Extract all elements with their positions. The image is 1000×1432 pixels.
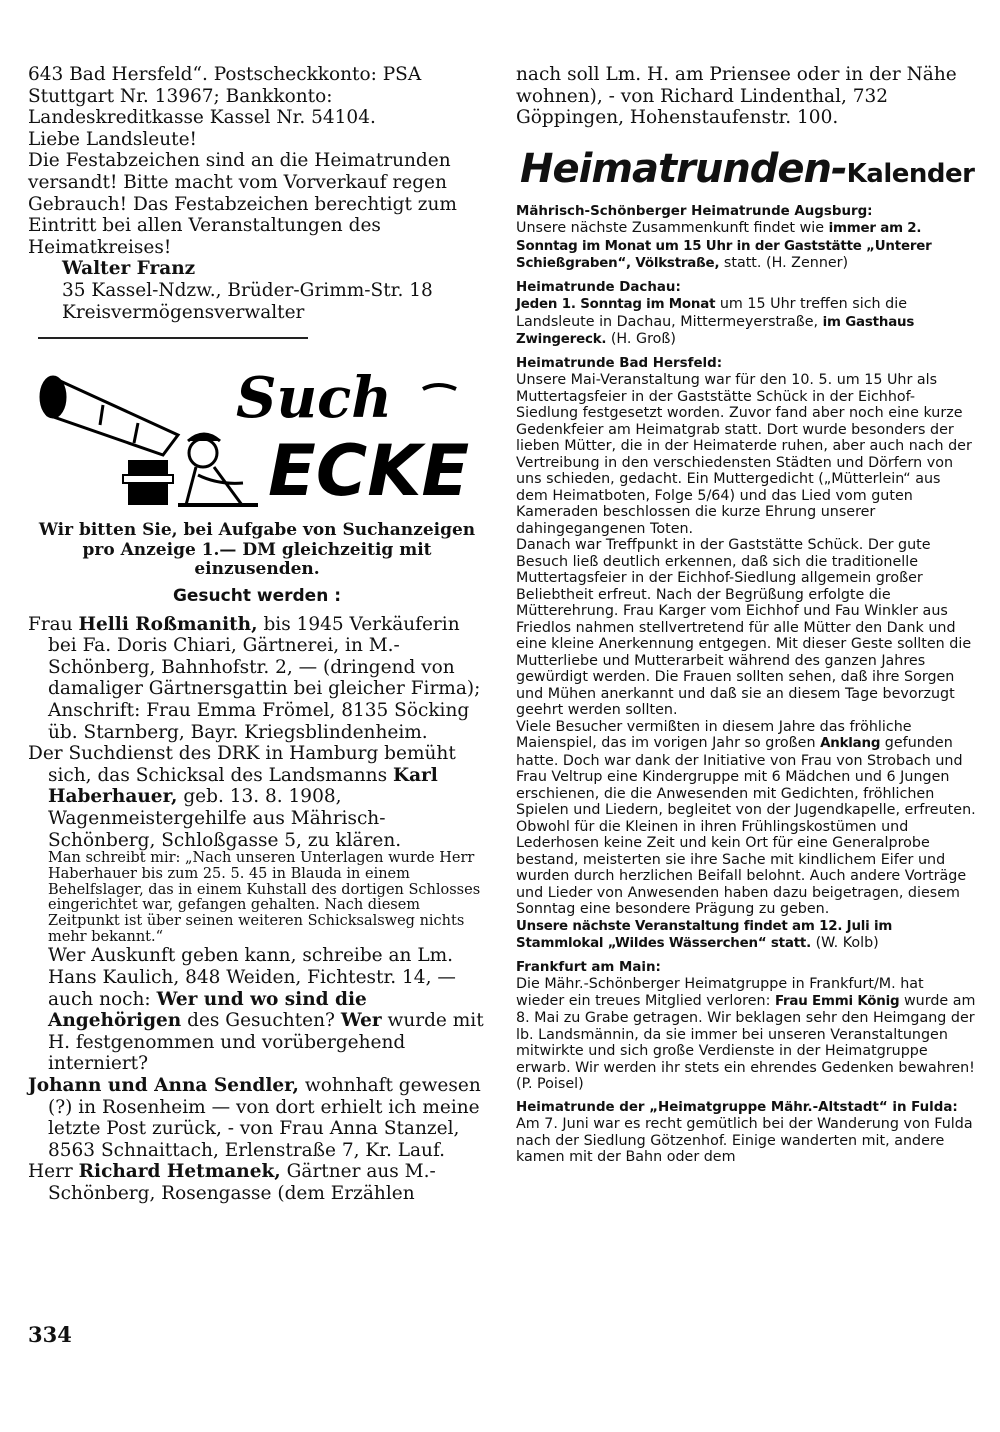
right-column: [516, 64, 976, 1173]
entry-signature: statt. (H. Zenner): [723, 255, 849, 272]
inquiry-bold: Wer und wo sind die Angehörigen: [48, 988, 367, 1032]
inquiry-text-3: wurde mit H. festgenommen und vorübergehend interniert?: [48, 1010, 484, 1075]
entry-body: Gärtner aus M.-Schönberg, Rosengasse (dem Erzählen: [48, 1161, 436, 1204]
calendar-entry-augsburg: [516, 204, 976, 273]
entry-bold: Unsere nächste Veranstaltung findet am 12. Juli im Stammlokal „Wildes Wässerchen“ statt.: [516, 918, 893, 952]
entry-body: [516, 296, 976, 349]
drk-quote: Man schreibt mir: „Nach unseren Unterlagen wurde Herr Haberhauer bis zum 25. 5. 45 in Blauda in einem Behelfslager, das in einem Kuhstall des dortigen Schlosses eingerichtet war, gefangen gehalten. Nach diesem Zeitpunkt ist über seinen weiteren Schicksalsweg nichts mehr bekannt.“: [48, 850, 481, 945]
banner-block-title: ECKE: [268, 430, 470, 513]
entry-title: Mährisch-Schönberger Heimatrunde Augsburg:: [516, 203, 873, 219]
festival-badge-notice: Die Festabzeichen sind an die Heimatrunden versandt! Bitte macht vom Vorverkauf regen Gebrauch! Das Festabzeichen berechtigt zum Eintritt bei allen Veranstaltungen des Heimatkreises!: [28, 150, 457, 258]
entry-paragraph-1: Unsere Mai-Veranstaltung war für den 10. 5. um 15 Uhr als Muttertagsfeier in der Gaststätte Schück in der Eichhof-Siedlung festgesetzt worden. Zuvor fand aber noch eine kurze Gedenkfeier am Heimatgrab statt. Dort wurde besonders der lieben Mütter, die in der Heimaterde ruhen, aber auch nach der Vertreibung in den verschiedensten Städten und Dörfern von uns schieden, gedacht. Ein Muttergedicht („Mütterlein“ aus dem Heimatboten, Folge 5/64) und das Lied vom guten Kameraden beschlossen die kurze Ehrung unserer dahingegangenen Toten.: [516, 372, 972, 537]
banner-script-title: Such: [236, 365, 392, 432]
continued-text: nach soll Lm. H. am Priensee oder in der Nähe wohnen), - von Richard Lindenthal, 732 Göppingen, Hohenstaufenstr. 100.: [516, 64, 957, 129]
entry-body: [516, 220, 976, 273]
sought-person-name: Helli Roßmanith,: [78, 613, 258, 635]
entry-bold: Jeden 1. Sonntag im Monat: [516, 297, 716, 313]
sought-person-name: Richard Hetmanek,: [78, 1161, 281, 1183]
entry-body: [516, 976, 976, 1076]
greeting: Liebe Landsleute!: [28, 128, 197, 150]
entry-text: Viele Besucher vermißten in diesem Jahre das fröhliche Maienspiel, das im vorigen Jahr so großen: [516, 718, 912, 752]
entry-title: Heimatrunde der „Heimatgruppe Mähr.-Altstadt“ in Fulda:: [516, 1099, 958, 1115]
entry-text: um 15 Uhr treffen sich die Landsleute in Dachau, Mittermeyerstraße,: [516, 296, 908, 330]
entry-text-2: gefunden hatte. Doch war dank der Initiative von Frau von Strobach und Frau Veltrup eine Kindergruppe mit 6 Mädchen und 6 Jungen erschienen, die die Anwesenden mit Gedichten, fröhlichen Spielen und Liedern, begleitet von der Jugendkapelle, erfreuten. Obwohl für die Kleinen in ihren Frühlingskostümen und Lederhosen keine Zeit und kein Ort für eine Generalprobe bestand, meisterten sie ihre Sache mit kindlichem Eifer und wurden durch herzlichen Beifall belohnt. Auch andere Vorträge und Lieder von Anwesenden haben dazu beigetragen, diesem Sonntag eine besondere Prägung zu geben.: [516, 735, 976, 918]
section-divider: [38, 337, 308, 339]
telescope-man-illustration: [28, 355, 486, 515]
entry-text: Unsere nächste Zusammenkunft findet wie: [516, 220, 825, 237]
entry-paragraph-2: Danach war Treffpunkt in der Gaststätte Schück. Der gute Besuch ließ deutlich erkennen, daß sich die traditionelle Muttertagsfeier in der Eichhof-Siedlung allgemein großer Beliebtheit erfreut. Nach der Begrüßung erfolgte die Mütterehrung. Frau Karger vom Eichhof und Fau Winkler aus Friedlos nahmen stellvertretend für alle Mütter den Dank und eine kleine Anerkennung entgegen. Mit dieser Geste sollten die Mutterliebe und Mutterarbeit während des ganzen Jahres gewürdigt werden. Die Frauen sollten sehen, daß ihre Sorgen und Mühen anerkannt und daß sie an diesem Tage bevorzugt geehrt werden sollten.: [516, 537, 972, 719]
entry-text: Die Mähr.-Schönberger Heimatgruppe in Frankfurt/M. hat wieder ein treues Mitglied verloren:: [516, 976, 924, 1009]
heading-main: Heimatrunden-: [520, 145, 847, 192]
inquiry-text: Wer Auskunft geben kann, schreibe an Lm. Hans Kaulich, 848 Weiden, Fichtestr. 14, — auch noch:: [48, 945, 456, 1010]
ad-fee-request: Wir bitten Sie, bei Aufgabe von Suchanzeigen pro Anzeige 1.— DM gleichzeitig mit einzusenden.: [38, 520, 476, 580]
calendar-heading: [520, 145, 976, 198]
entry-title: Heimatrunde Bad Hersfeld:: [516, 355, 723, 371]
entry-lead: Der Suchdienst des DRK in Hamburg bemüht sich, das Schicksal des Landsmanns: [28, 743, 456, 786]
bank-details: 643 Bad Hersfeld“. Postscheckkonto: PSA Stuttgart Nr. 13967; Bankkonto: Landeskreditkasse Kassel Nr. 54104.: [28, 64, 422, 129]
entry-signature: (P. Poisel): [516, 1076, 584, 1093]
signature-role: Kreisvermögensverwalter: [62, 301, 305, 323]
page-number: 334: [28, 1322, 72, 1347]
search-entry-haberhauer: [28, 743, 486, 851]
inquiry-bold-2: Wer: [340, 1010, 382, 1032]
entry-signature: (W. Kolb): [815, 935, 879, 952]
entry-body: bis 1945 Verkäuferin bei Fa. Doris Chiari, Gärtnerei, in M.-Schönberg, Bahnhofstr. 2, — (dringend von damaliger Gärtnersgattin bei gleicher Firma); Anschrift: Frau Emma Frömel, 8135 Söcking üb. Starnberg, Bayr. Kriegsblindenheim.: [48, 613, 481, 743]
search-entry-hetmanek: [28, 1161, 486, 1204]
next-event: [516, 918, 976, 953]
sought-person-name: Johann und Anna Sendler,: [28, 1074, 299, 1096]
calendar-entry-bad-hersfeld: [516, 356, 976, 953]
entry-title: Heimatrunde Dachau:: [516, 279, 681, 295]
entry-title: Frankfurt am Main:: [516, 959, 661, 975]
calendar-entry-fulda: [516, 1100, 976, 1166]
entry-bold: Frau Emmi König: [774, 993, 900, 1009]
entry-body: geb. 13. 8. 1908, Wagenmeistergehilfe aus Mährisch-Schönberg, Schloßgasse 5, zu klären.: [48, 786, 402, 851]
sought-person-name: Karl Haberhauer,: [48, 764, 438, 808]
entry-bold: Anklang: [820, 736, 881, 752]
inquiry-paragraph: [28, 945, 486, 1075]
entry-lead: Herr: [28, 1161, 73, 1183]
left-column: [28, 64, 486, 1205]
entry-paragraph-3: [516, 719, 976, 918]
inquiry-text-2: des Gesuchten?: [187, 1010, 335, 1032]
such-ecke-banner: [28, 355, 486, 515]
search-entry-sendler: [28, 1075, 486, 1161]
sought-heading: Gesucht werden :: [172, 585, 342, 606]
entry-bold-2: im Gasthaus Zwingereck.: [516, 314, 915, 348]
calendar-entry-dachau: [516, 280, 976, 349]
entry-body: Am 7. Juni war es recht gemütlich bei der Wanderung von Fulda nach der Siedlung Götzenhof. Einige wanderten mit, andere kamen mit der Bahn oder dem: [516, 1116, 973, 1166]
entry-body: wohnhaft gewesen (?) in Rosenheim — von dort erhielt ich meine letzte Post zurück, - von Frau Anna Stanzel, 8563 Schnaittach, Erlenstraße 7, Kr. Lauf.: [48, 1074, 481, 1161]
entry-lead: Frau: [28, 613, 73, 635]
calendar-entry-frankfurt: [516, 960, 976, 1093]
signature-name: Walter Franz: [62, 258, 196, 280]
entry-signature: (H. Groß): [610, 331, 676, 348]
search-entry-rossmanith: [28, 614, 486, 744]
entry-bold: immer am 2. Sonntag im Monat um 15 Uhr in der Gaststätte „Unterer Schießgraben“, Völkstraße,: [516, 221, 932, 272]
signature-address: 35 Kassel-Ndzw., Brüder-Grimm-Str. 18: [62, 279, 433, 301]
entry-text-2: wurde am 8. Mai zu Grabe getragen. Wir beklagen sehr den Heimgang der lb. Landsmännin, da sie immer bei unseren Veranstaltungen mitwirkte und sich große Verdienste in der Heimatgruppe erwarb. Wir werden ihr stets ein ehrendes Gedenken bewahren!: [516, 992, 976, 1076]
heading-small: Kalender: [846, 158, 975, 189]
